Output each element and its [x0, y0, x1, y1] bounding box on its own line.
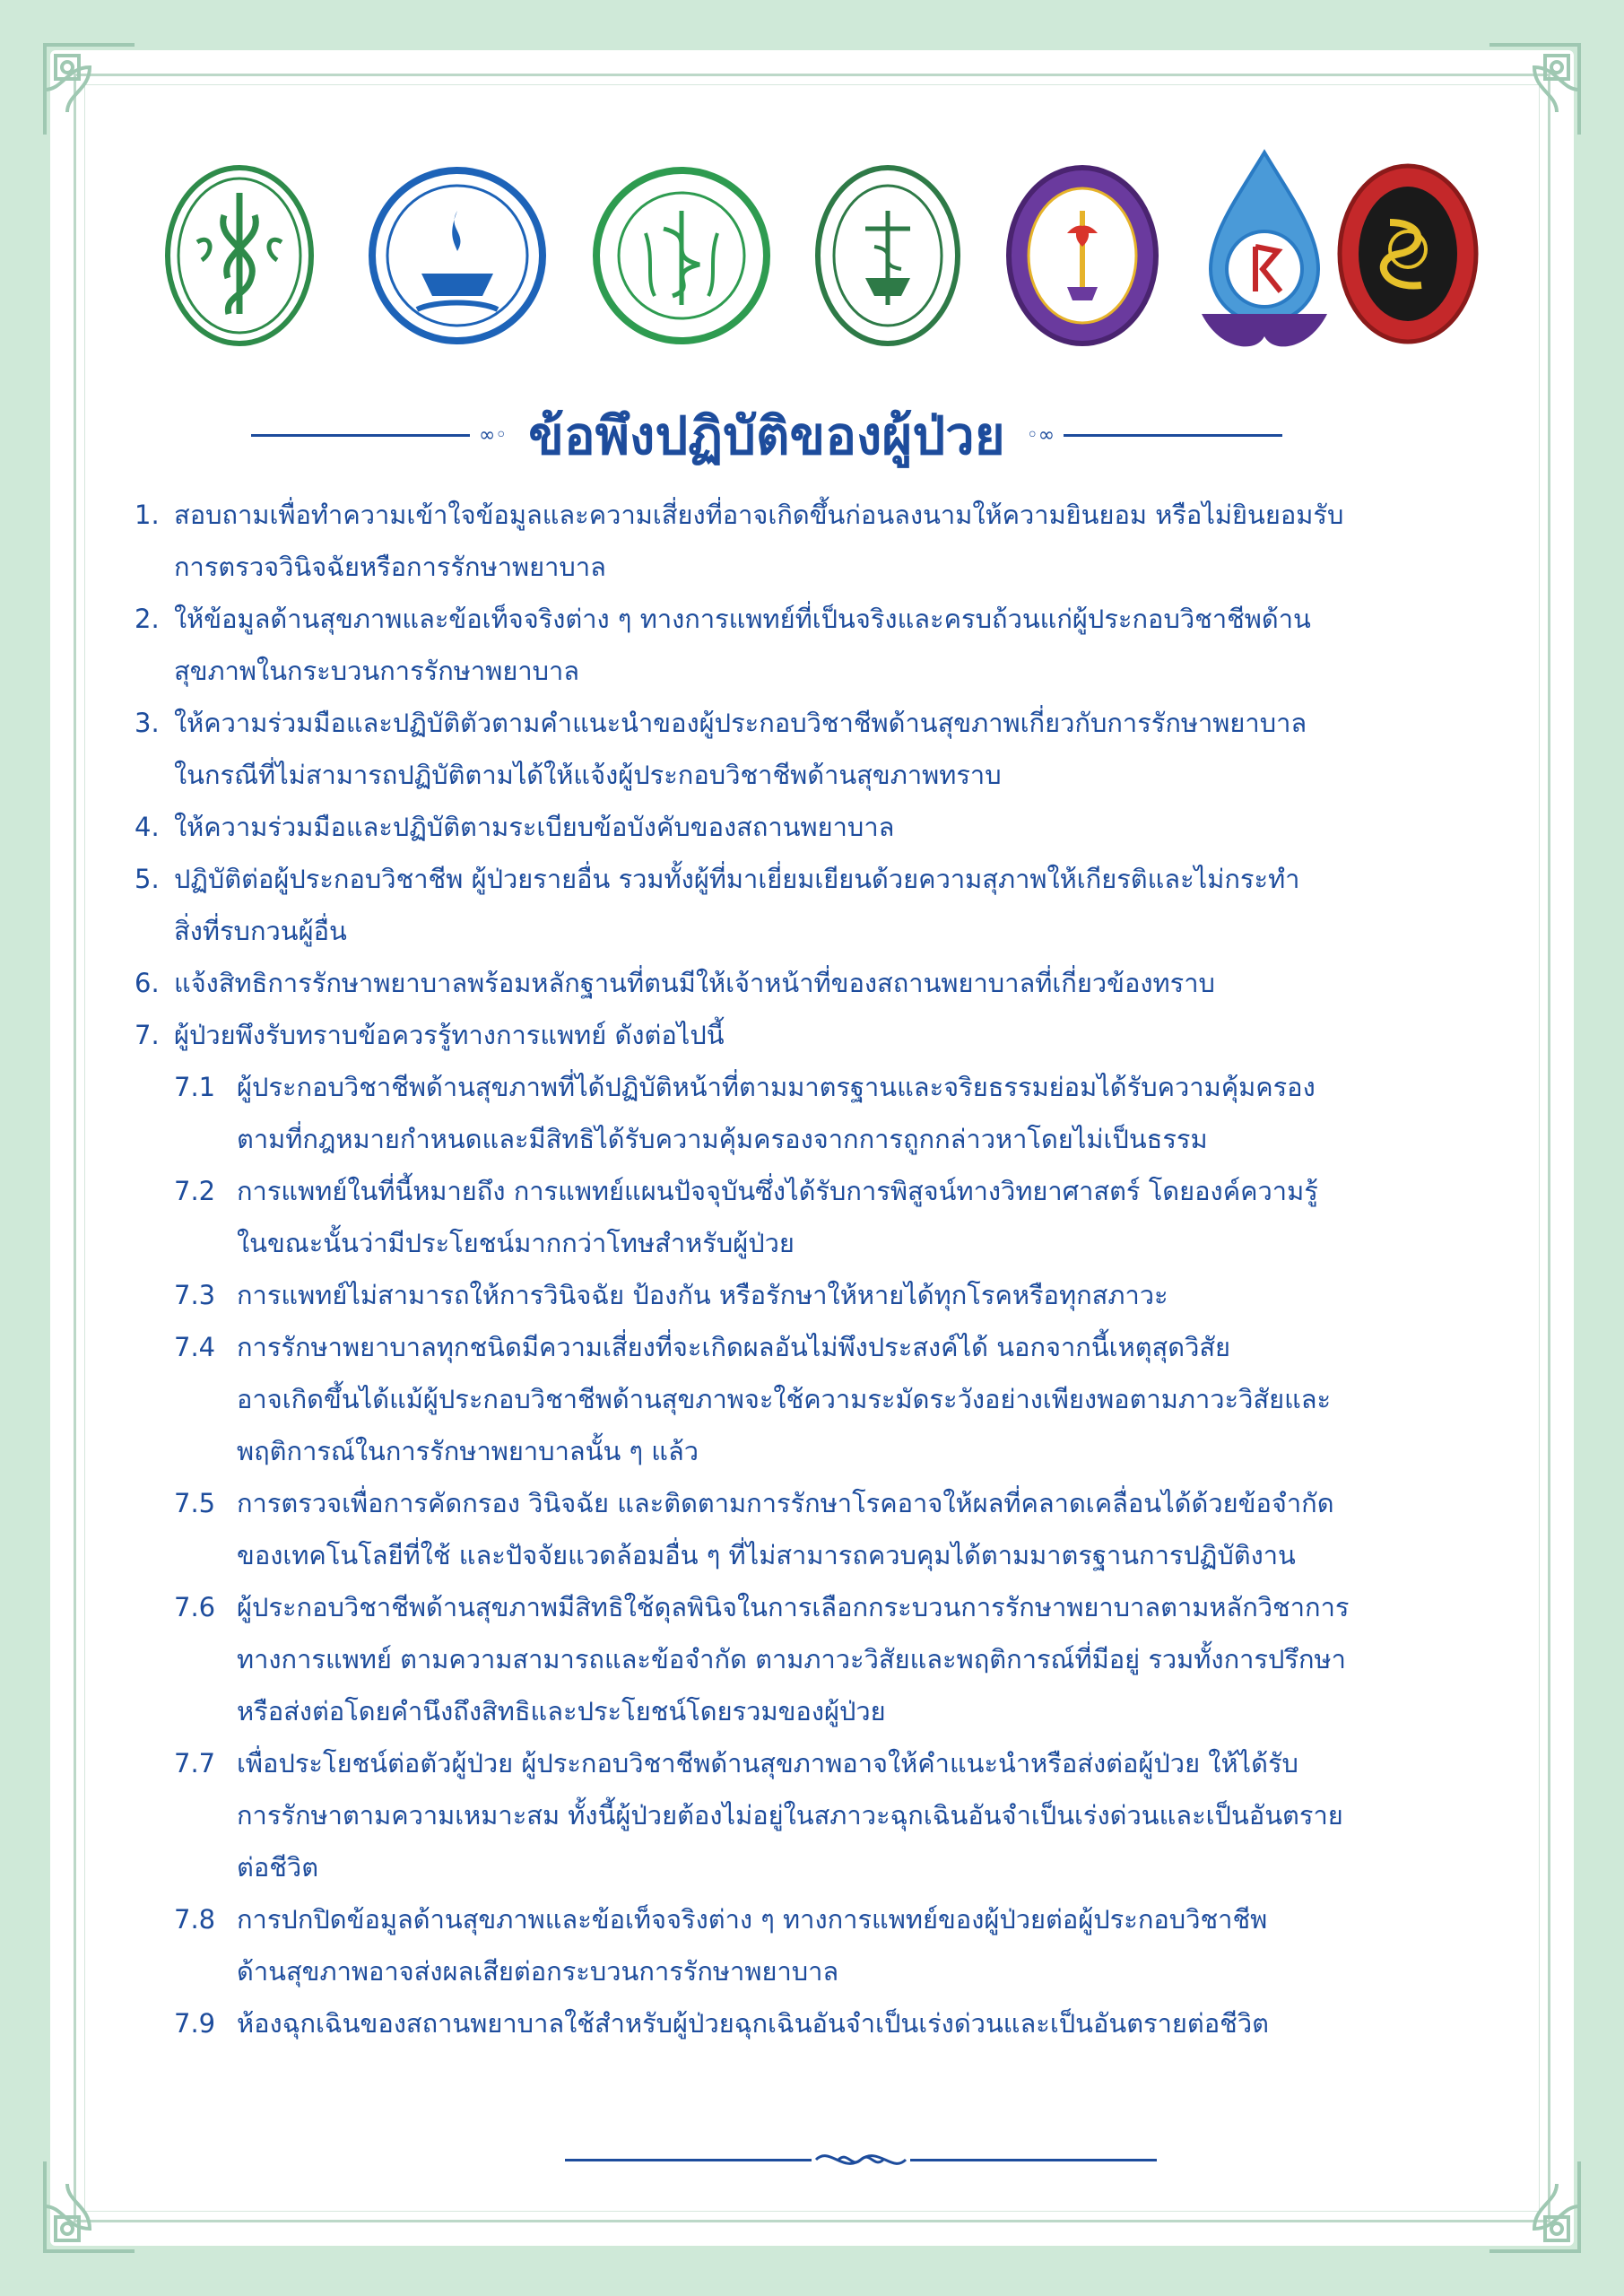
patient-duties-list — [135, 489, 1471, 2049]
subitem-text: ห้องฉุกเฉินของสถานพยาบาลใช้สำหรับผู้ป่วยฉุกเฉินอันจำเป็นเร่งด่วนและเป็นอันตรายต่อชีวิต — [237, 2008, 1269, 2039]
sub-list-item — [174, 1477, 1471, 1581]
list-item — [135, 1009, 1471, 1061]
corner-ornament-icon — [1472, 27, 1597, 152]
subitem-number: 7.4 — [174, 1332, 216, 1362]
subitem-number: 7.9 — [174, 2008, 216, 2039]
item-text: การตรวจวินิจฉัยหรือการรักษาพยาบาล — [174, 552, 606, 582]
item-text: ให้ความร่วมมือและปฏิบัติตัวตามคำแนะนำของผู้ประกอบวิชาชีพด้านสุขภาพเกี่ยวกับการรักษาพยาบาล — [174, 708, 1307, 738]
subitem-text: พฤติการณ์ในการรักษาพยาบาลนั้น ๆ แล้ว — [237, 1436, 699, 1466]
subitem-text: ในขณะนั้นว่ามีประโยชน์มากกว่าโทษสำหรับผู้ป่วย — [237, 1228, 795, 1258]
pharmacy-council-logo-icon — [812, 161, 964, 350]
subitem-text: ของเทคโนโลยีที่ใช้ และปัจจัยแวดล้อมอื่น ๆ ที่ไม่สามารถควบคุมได้ตามมาตรฐานการปฏิบัติงาน — [237, 1540, 1296, 1570]
sub-list-item — [174, 1893, 1471, 1997]
sub-list-item — [174, 1321, 1471, 1477]
sub-list-item — [174, 1737, 1471, 1893]
title-row — [251, 395, 1282, 475]
subitem-number: 7.2 — [174, 1176, 216, 1206]
subitem-number: 7.6 — [174, 1592, 216, 1622]
subitem-number: 7.3 — [174, 1280, 216, 1310]
subitem-number: 7.8 — [174, 1904, 216, 1935]
subitem-text: การรักษาพยาบาลทุกชนิดมีความเสี่ยงที่จะเกิดผลอันไม่พึงประสงค์ได้ นอกจากนี้เหตุสุดวิสัย — [237, 1332, 1231, 1362]
subitem-text: ทางการแพทย์ ตามความสามารถและข้อจำกัด ตามภาวะวิสัยและพฤติการณ์ที่มีอยู่ รวมทั้งการปรึกษา — [237, 1644, 1346, 1674]
title-divider-left — [251, 434, 470, 437]
footer-divider-left — [565, 2159, 812, 2161]
item-number: 7. — [135, 1020, 160, 1050]
title-divider-right — [1064, 434, 1282, 437]
sub-list-item — [174, 1997, 1471, 2049]
corner-ornament-icon — [27, 2144, 152, 2269]
subitem-number: 7.1 — [174, 1072, 216, 1102]
subitem-text: ผู้ประกอบวิชาชีพด้านสุขภาพที่ได้ปฏิบัติหน้าที่ตามมาตรฐานและจริยธรรมย่อมได้รับความคุ้มครอง — [237, 1072, 1316, 1102]
dental-council-logo-icon — [1004, 161, 1161, 350]
item-number: 2. — [135, 604, 160, 634]
subitem-text: ผู้ประกอบวิชาชีพด้านสุขภาพมีสิทธิใช้ดุลพินิจในการเลือกกระบวนการรักษาพยาบาลตามหลักวิชาการ — [237, 1592, 1350, 1622]
item-text: แจ้งสิทธิการรักษาพยาบาลพร้อมหลักฐานที่ตนมีให้เจ้าหน้าที่ของสถานพยาบาลที่เกี่ยวข้องทราบ — [174, 968, 1215, 998]
list-item — [135, 489, 1471, 593]
subitem-text: ตามที่กฎหมายกำหนดและมีสิทธิได้รับความคุ้มครองจากการถูกกล่าวหาโดยไม่เป็นธรรม — [237, 1124, 1208, 1154]
footer-divider-right — [910, 2159, 1157, 2161]
item-text: ปฏิบัติต่อผู้ประกอบวิชาชีพ ผู้ป่วยรายอื่น รวมทั้งผู้ที่มาเยี่ยมเยียนด้วยความสุภาพให้เกียรติและไม่กระทำ — [174, 864, 1300, 894]
item-text: ผู้ป่วยพึงรับทราบข้อควรรู้ทางการแพทย์ ดังต่อไปนี้ — [174, 1020, 725, 1050]
corner-ornament-icon — [1472, 2144, 1597, 2269]
item-number: 6. — [135, 968, 160, 998]
title-ornament-icon: ∞◦ — [478, 423, 508, 447]
medical-council-logo-icon — [161, 161, 318, 350]
list-item — [135, 697, 1471, 801]
subitem-text: ต่อชีวิต — [237, 1852, 319, 1883]
ministry-public-health-logo-icon — [592, 161, 771, 350]
subitem-number: 7.5 — [174, 1488, 216, 1518]
item-text: สอบถามเพื่อทำความเข้าใจข้อมูลและความเสี่ยงที่อาจเกิดขึ้นก่อนลงนามให้ความยินยอม หรือไม่ยินยอมรับ — [174, 500, 1344, 530]
item-text: ให้ความร่วมมือและปฏิบัติตามระเบียบข้อบังคับของสถานพยาบาล — [174, 812, 895, 842]
list-item — [135, 801, 1471, 853]
list-item — [135, 593, 1471, 697]
title-ornament-icon: ◦∞ — [1026, 423, 1055, 447]
flourish-icon — [812, 2142, 910, 2178]
subitem-text: การปกปิดข้อมูลด้านสุขภาพและข้อเท็จจริงต่าง ๆ ทางการแพทย์ของผู้ป่วยต่อผู้ประกอบวิชาชีพ — [237, 1904, 1268, 1935]
item-number: 1. — [135, 500, 160, 530]
page-title: ข้อพึงปฏิบัติของผู้ป่วย — [528, 404, 1005, 466]
item-text: ให้ข้อมูลด้านสุขภาพและข้อเท็จจริงต่าง ๆ ทางการแพทย์ที่เป็นจริงและครบถ้วนแก่ผู้ประกอบวิชาชีพด้าน — [174, 604, 1311, 634]
subitem-text: การแพทย์ไม่สามารถให้การวินิจฉัย ป้องกัน หรือรักษาให้หายได้ทุกโรคหรือทุกสภาวะ — [237, 1280, 1168, 1310]
subitem-text: ด้านสุขภาพอาจส่งผลเสียต่อกระบวนการรักษาพยาบาล — [237, 1956, 839, 1987]
sub-list-item — [174, 1581, 1471, 1737]
item-text: สิ่งที่รบกวนผู้อื่น — [174, 916, 347, 946]
physical-therapy-council-logo-icon — [1193, 144, 1336, 359]
subitem-text: การแพทย์ในที่นี้หมายถึง การแพทย์แผนปัจจุบันซึ่งได้รับการพิสูจน์ทางวิทยาศาสตร์ โดยองค์ความรู้ — [237, 1176, 1318, 1206]
footer-ornament — [565, 2142, 1157, 2178]
subitem-text: การรักษาตามความเหมาะสม ทั้งนี้ผู้ป่วยต้องไม่อยู่ในสภาวะฉุกเฉินอันจำเป็นเร่งด่วนและเป็นอันตราย — [237, 1800, 1343, 1831]
item-text: สุขภาพในกระบวนการรักษาพยาบาล — [174, 656, 580, 686]
item-number: 4. — [135, 812, 160, 842]
sub-list-item — [174, 1061, 1471, 1165]
subitem-text: เพื่อประโยชน์ต่อตัวผู้ป่วย ผู้ประกอบวิชาชีพด้านสุขภาพอาจให้คำแนะนำหรือส่งต่อผู้ป่วย ให้ได้รับ — [237, 1748, 1298, 1779]
sub-list-item — [174, 1165, 1471, 1269]
subitem-number: 7.7 — [174, 1748, 216, 1779]
list-item — [135, 957, 1471, 1009]
sub-list-item — [174, 1269, 1471, 1321]
corner-ornament-icon — [27, 27, 152, 152]
item-number: 3. — [135, 708, 160, 738]
item-text: ในกรณีที่ไม่สามารถปฏิบัติตามได้ให้แจ้งผู้ประกอบวิชาชีพด้านสุขภาพทราบ — [174, 760, 1002, 790]
council-logos — [143, 144, 1489, 359]
subitem-text: อาจเกิดขึ้นได้แม้ผู้ประกอบวิชาชีพด้านสุขภาพจะใช้ความระมัดระวังอย่างเพียงพอตามภาวะวิสัยและ — [237, 1384, 1332, 1414]
subitem-text: การตรวจเพื่อการคัดกรอง วินิจฉัย และติดตามการรักษาโรคอาจให้ผลที่คลาดเคลื่อนได้ด้วยข้อจำกัด — [237, 1488, 1334, 1518]
item-number: 5. — [135, 864, 160, 894]
subitem-text: หรือส่งต่อโดยคำนึงถึงสิทธิและประโยชน์โดยรวมของผู้ป่วย — [237, 1696, 886, 1726]
medical-technology-council-logo-icon — [1336, 160, 1480, 348]
nursing-council-logo-icon — [368, 161, 547, 350]
list-item — [135, 853, 1471, 957]
